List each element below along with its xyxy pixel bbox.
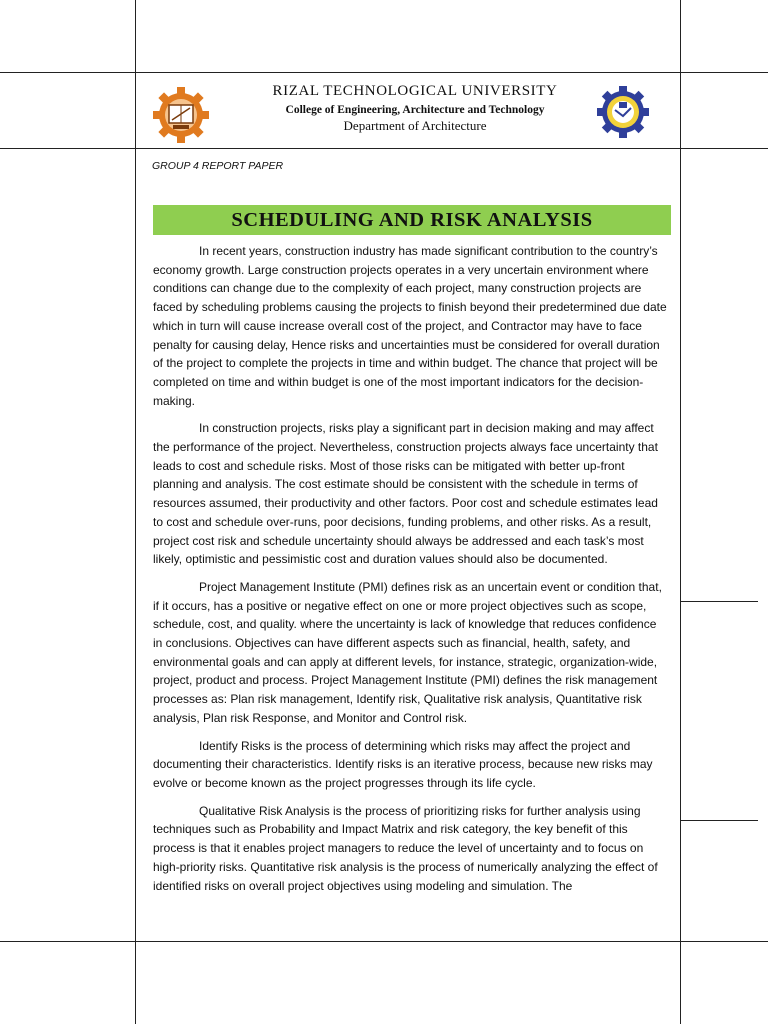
- report-body: [153, 242, 669, 904]
- college-gear-seal-icon: [152, 86, 210, 144]
- letterhead: [215, 82, 615, 134]
- paragraph: Identify Risks is the process of determining which risks may affect the project and documenting their characteristics. Identify risks is an iterative process, because new risks may evolve or become known as the project progresses through its life cycle.: [153, 738, 653, 790]
- paragraph: Project Management Institute (PMI) defines risk as an uncertain event or condition that, if it occurs, has a positive or negative effect on one or more project objectives such as scope, schedule, cost, and quality. where the uncertainty is lack of knowledge that reduces confidence in conclusions. Objectives can have different aspects such as financial, health, safety, and environmental goals and can apply at different levels, for instance, strategic, organization-wide, project, product and process. Project Management Institute (PMI) defines the risk management processes as: Plan risk management, Identify risk, Qualitative risk analysis, Quantitative risk analysis, Plan risk Response, and Monitor and Control risk.: [153, 579, 662, 725]
- document-title: SCHEDULING AND RISK ANALYSIS: [231, 209, 593, 231]
- department-name: Department of Architecture: [343, 118, 487, 133]
- paragraph: In construction projects, risks play a significant part in decision making and may affect the performance of the project. Nevertheless, construction projects always face uncertainty that leads to cost and schedule risks. Most of those risks can be mitigated with better up-front planning and analysis. The cost estimate should be consistent with the schedule in terms of resources assumed, their productivity and other factors. Poor cost and schedule estimates lead to cost and schedule over-runs, poor decisions, funding problems, and other risks. As a result, project cost risk and schedule uncertainty should always be addressed and each task’s most likely, optimistic and pessimistic cost and duration values should also be documented.: [153, 421, 658, 567]
- group-label: GROUP 4 REPORT PAPER: [152, 160, 284, 172]
- paragraph: Qualitative Risk Analysis is the process of prioritizing risks for further analysis using techniques such as Probability and Impact Matrix and risk category, the key benefit of this process is that it enables project managers to reduce the level of uncertainty and to focus on high-priority risks. Quantitative risk analysis is the process of numerically analyzing the effect of identified risks on overall project objectives using modeling and simulation. The: [153, 803, 658, 893]
- college-name: College of Engineering, Architecture and Technology: [285, 104, 545, 116]
- page-border-left: [135, 0, 136, 1024]
- paragraph: In recent years, construction industry has made significant contribution to the country’s economy growth. Large construction projects operates in a very uncertain environment where conditions can change due to the complexity of each project, many construction projects are faced by scheduling problems causing the projects to finish beyond their predetermined due date which in turn will cause increase overall cost of the project, and Contractor may have to face penalty for causing delay, Hence risks and uncertainties must be considered for overall duration of the project to complete the projects in time and within budget. The chance that project will be completed on time and within budget is one of the most important indicators for the decision-making.: [153, 244, 667, 408]
- header-divider: [0, 148, 768, 149]
- page-border-right: [680, 0, 681, 1024]
- university-name: RIZAL TECHNOLOGICAL UNIVERSITY: [272, 83, 558, 99]
- margin-tick-1: [680, 601, 758, 602]
- page-border-top: [0, 72, 768, 73]
- margin-tick-2: [680, 820, 758, 821]
- page-border-bottom: [0, 941, 768, 942]
